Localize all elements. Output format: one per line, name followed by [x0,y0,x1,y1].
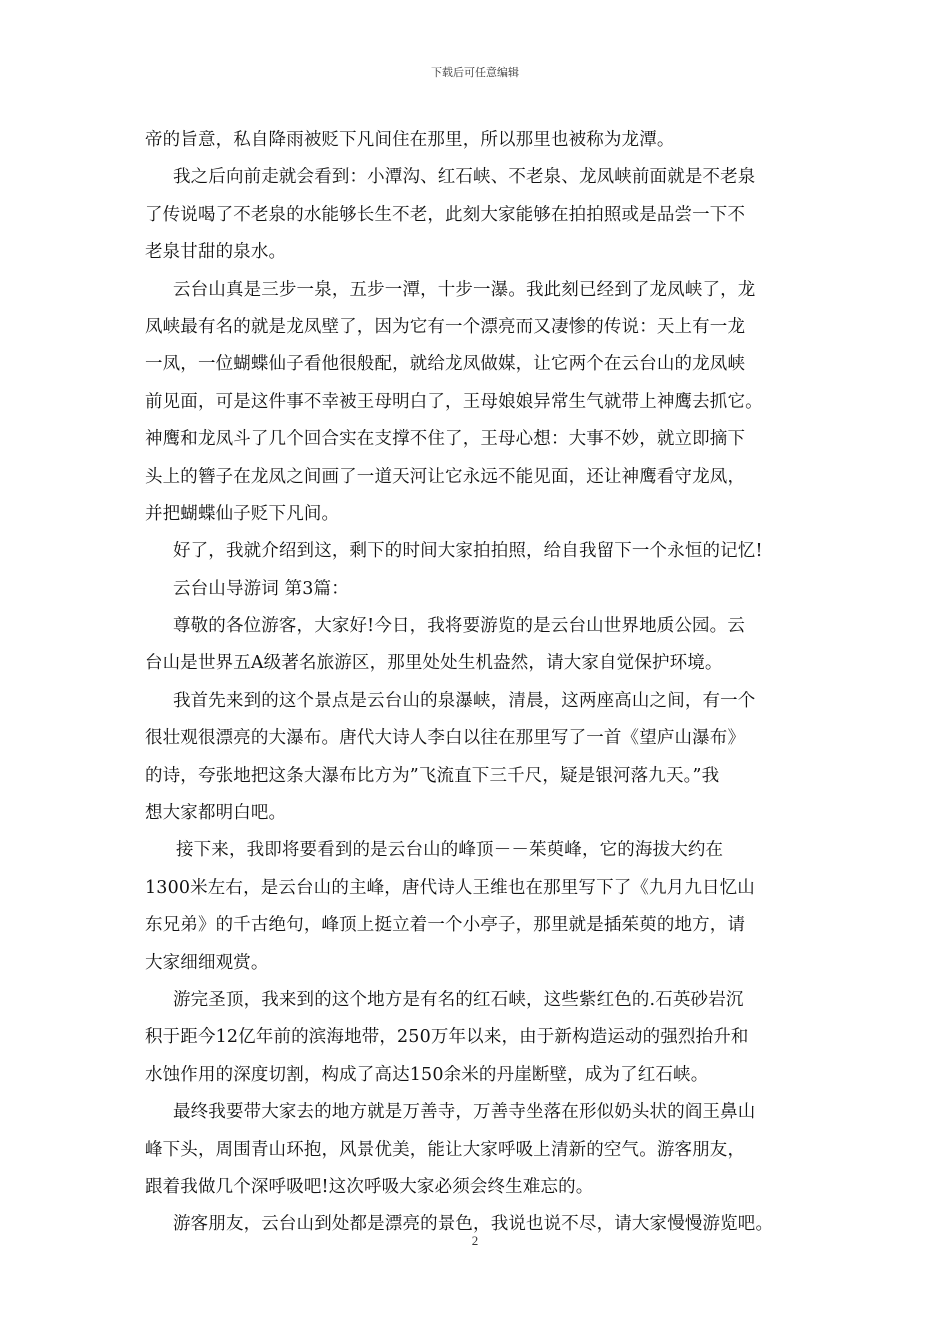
text-line: 很壮观很漂亮的大瀑布。唐代大诗人李白以往在那里写了一首《望庐山瀑布》 [145,728,746,749]
text-line: 水蚀作用的深度切割，构成了高达150余米的丹崖断壁，成为了红石峡。 [145,1064,709,1085]
page-number: 2 [471,1233,479,1248]
text-line: 1300米左右，是云台山的主峰，唐代诗人王维也在那里写下了《九月九日忆山 [145,877,755,898]
text-line: 老泉甘甜的泉水。 [145,242,287,263]
text-line: 尊敬的各位游客，大家好!今日，我将要游览的是云台山世界地质公园。云 [173,616,745,637]
text-line: 游客朋友，云台山到处都是漂亮的景色，我说也说不尽，请大家慢慢游览吧。 [173,1214,774,1235]
text-line: 的诗，夸张地把这条大瀑布比方为”飞流直下三千尺，疑是银河落九天。”我 [145,765,720,786]
text-line: 最终我要带大家去的地方就是万善寺，万善寺坐落在形似奶头状的阎王鼻山 [173,1102,756,1123]
text-line: 云台山真是三步一泉，五步一潭，十步一瀑。我此刻已经到了龙凤峡了，龙 [173,279,756,300]
text-line: 帝的旨意，私自降雨被贬下凡间住在那里，所以那里也被称为龙潭。 [145,130,675,150]
text-line: 一凤，一位蝴蝶仙子看他很般配，就给龙凤做媒，让它两个在云台山的龙凤峡 [145,354,746,375]
section-heading: 云台山导游词 第3篇： [173,578,349,599]
text-line: 好了，我就介绍到这，剩下的时间大家拍拍照，给自我留下一个永恒的记忆! [173,541,763,562]
text-line: 台山是世界五A级著名旅游区，那里处处生机盎然，请大家自觉保护环境。 [145,653,723,674]
text-line: 峰下头，周围青山环抱，风景优美，能让大家呼吸上清新的空气。游客朋友， [145,1139,746,1160]
text-line: 接下来，我即将要看到的是云台山的峰顶－－茱萸峰，它的海拔大约在 [176,840,724,861]
text-line: 神鹰和龙凤斗了几个回合实在支撑不住了，王母心想：大事不妙，就立即摘下 [145,429,746,450]
text-line: 了传说喝了不老泉的水能够长生不老，此刻大家能够在拍拍照或是品尝一下不 [145,204,746,225]
text-line: 前见面，可是这件事不幸被王母明白了，王母娘娘异常生气就带上神鹰去抓它。 [145,391,763,412]
text-line: 头上的簪子在龙凤之间画了一道天河让它永远不能见面，还让神鹰看守龙凤， [145,466,746,487]
page-header: 下载后可任意编辑 [431,66,519,79]
text-line: 大家细细观赏。 [145,952,269,973]
document-body [145,122,825,1244]
text-line: 积于距今12亿年前的滨海地带，250万年以来，由于新构造运动的强烈抬升和 [145,1027,749,1048]
text-line: 并把蝴蝶仙子贬下凡间。 [145,503,340,524]
text-line: 游完圣顶，我来到的这个地方是有名的红石峡，这些紫红色的.石英砂岩沉 [173,989,744,1010]
text-line: 凤峡最有名的就是龙凤壁了，因为它有一个漂亮而又凄惨的传说：天上有一龙 [145,316,746,337]
text-line: 我首先来到的这个景点是云台山的泉瀑峡，清晨，这两座高山之间，有一个 [173,690,756,711]
text-line: 跟着我做几个深呼吸吧!这次呼吸大家必须会终生难忘的。 [145,1176,594,1197]
text-line: 想大家都明白吧。 [145,803,287,824]
text-line: 我之后向前走就会看到：小潭沟、红石峡、不老泉、龙凤峡前面就是不老泉 [173,167,756,188]
text-line: 东兄弟》的千古绝句，峰顶上挺立着一个小亭子，那里就是插茱萸的地方，请 [145,915,746,936]
